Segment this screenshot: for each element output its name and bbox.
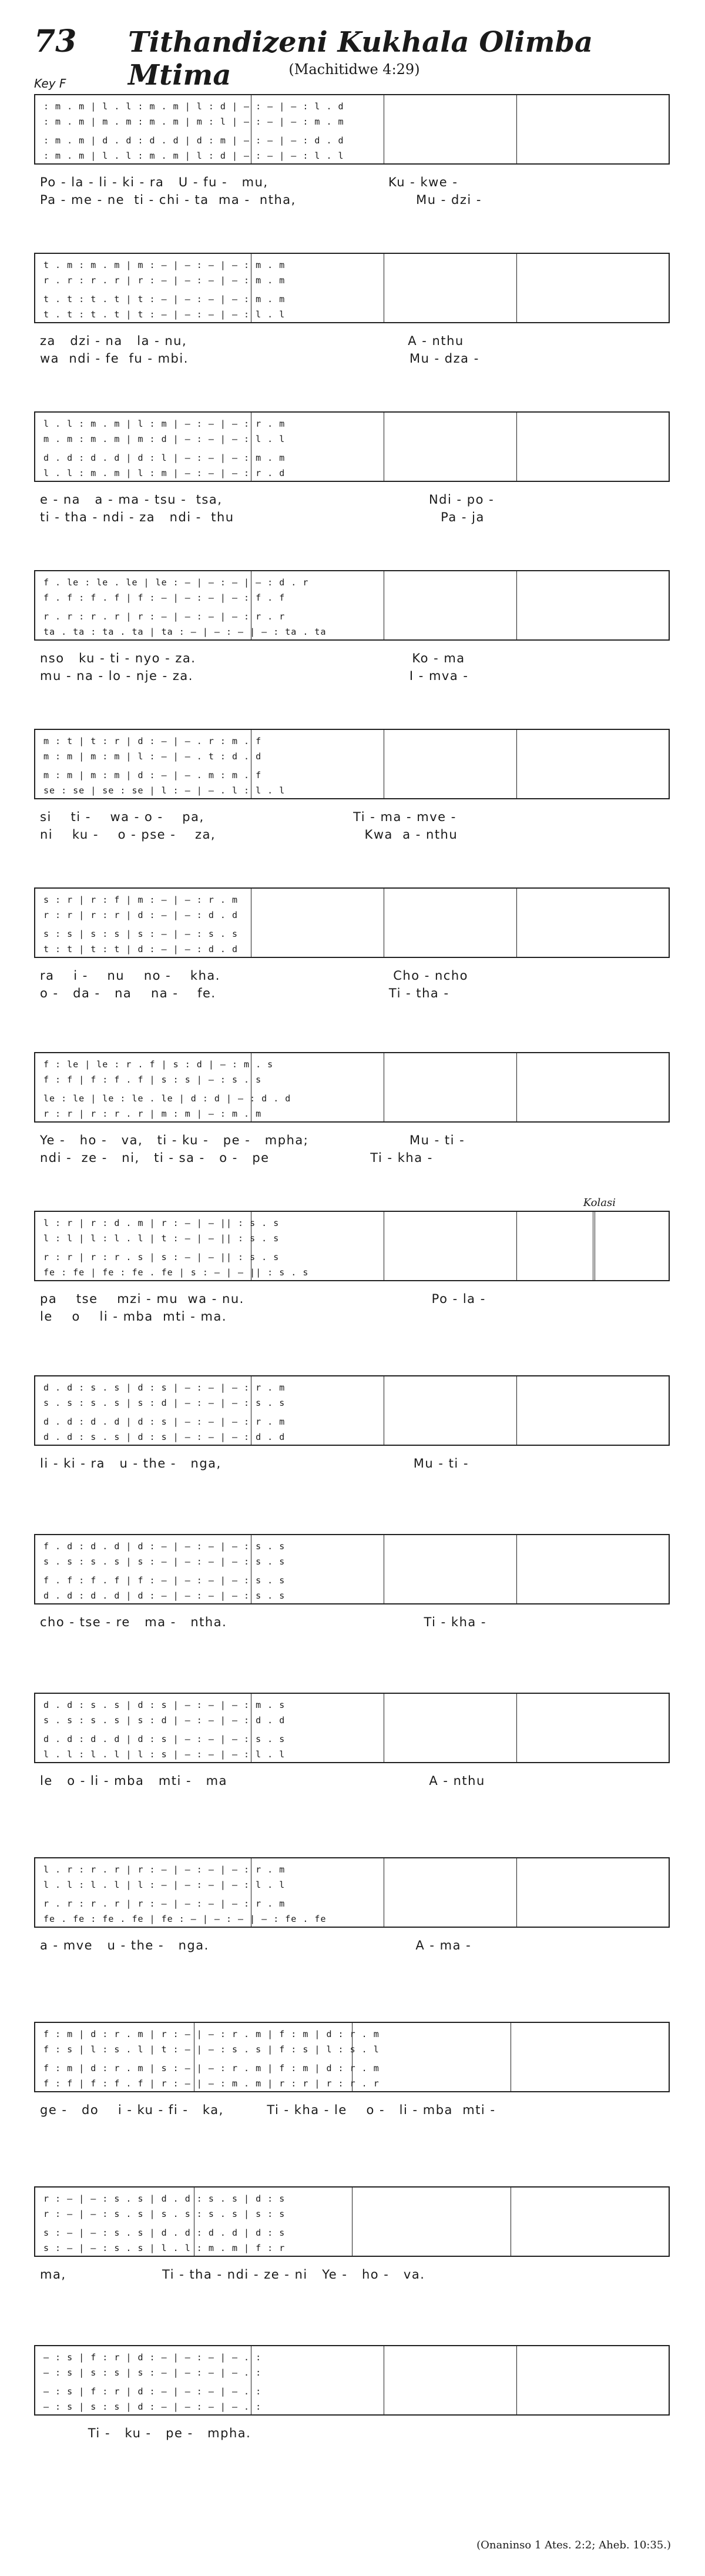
voice-part: s : s | s : s | s : — | — : s . s: [43, 929, 239, 939]
voice-part: s . s : s . s | s : d | — : — | — : d . d: [43, 1715, 286, 1726]
lyric-line: Po - la - li - ki - ra U - fu - mu, Ku - kwe -: [40, 175, 458, 189]
lyric-line: cho - tse - re ma - ntha. Ti - kha -: [40, 1615, 486, 1629]
voice-part: le : le | le : le . le | d : d | — : d . d: [43, 1093, 291, 1104]
music-staff: [34, 1534, 670, 1604]
voice-part: t : t | t : t | d : — | — : d . d: [43, 944, 239, 954]
music-staff: [34, 887, 670, 958]
lyric-line: li - ki - ra u - the - nga, Mu - ti -: [40, 1456, 469, 1470]
music-staff: [34, 253, 670, 323]
voice-part: m : m | m : m | l : — | — . t : d . d: [43, 751, 262, 762]
lyric-line: si ti - wa - o - pa, Ti - ma - mve -: [40, 810, 456, 824]
scripture-reference: (Machitidwe 4:29): [288, 61, 420, 78]
hymn-title: Tithandizeni Kukhala Olimba Mtima: [128, 26, 593, 92]
voice-part: f : f | f : f . f | s : s | — : s . s: [43, 1074, 262, 1085]
voice-part: : m . m | l . l : m . m | l : d | — : — | — : l . d: [43, 101, 344, 112]
voice-part: f : f | f : f . f | r : — | — : m . m | r : r | r : r . r: [43, 2078, 380, 2089]
lyric-line: pa tse mzi - mu wa - nu. Po - la -: [40, 1292, 486, 1306]
voice-part: d . d : s . s | d : s | — : — | — : r . m: [43, 1382, 286, 1393]
voice-part: f . d : d . d | d : — | — : — | — : s . s: [43, 1541, 286, 1552]
key-signature: Key F: [34, 76, 66, 91]
voice-part: f : m | d : r . m | r : — | — : r . m | f : m | d : r . m: [43, 2029, 380, 2039]
lyric-line: mu - na - lo - nje - za. I - mva -: [40, 669, 469, 683]
music-staff: [34, 2022, 670, 2092]
lyric-line: ni ku - o - pse - za, Kwa a - nthu: [40, 828, 458, 842]
voice-part: s . s : s . s | s : d | — : — | — : s . s: [43, 1398, 286, 1408]
lyric-line: e - na a - ma - tsu - tsa, Ndi - po -: [40, 493, 495, 507]
music-staff: [34, 2345, 670, 2416]
voice-part: fe . fe : fe . fe | fe : — | — : — | — : fe . fe: [43, 1914, 327, 1924]
voice-part: : m . m | l . l : m . m | l : d | — : — | — : l . l: [43, 150, 344, 161]
lyric-line: Pa - me - ne ti - chi - ta ma - ntha, Mu - dzi -: [40, 193, 482, 207]
lyric-line: a - mve u - the - nga. A - ma -: [40, 1938, 472, 1952]
lyric-line: ti - tha - ndi - za ndi - thu Pa - ja: [40, 510, 485, 524]
lyric-line: o - da - na na - fe. Ti - tha -: [40, 986, 449, 1000]
music-system: [34, 411, 670, 524]
music-system: [34, 1197, 670, 1324]
voice-part: f . le : le . le | le : — | — : — | — : d . r: [43, 577, 309, 588]
lyric-line: wa ndi - fe fu - mbi. Mu - dza -: [40, 351, 479, 366]
voice-part: r : r | r : r . r | m : m | — : m . m: [43, 1108, 262, 1119]
voice-part: m : t | t : r | d : — | — . r : m . f: [43, 736, 262, 746]
voice-part: l . l : l . l | l : s | — : — | — : l . l: [43, 1749, 286, 1760]
music-system: [34, 2022, 670, 2117]
music-staff: [34, 94, 670, 165]
voice-part: — : s | f : r | d : — | — : — | — . :: [43, 2352, 262, 2363]
music-staff: [34, 2186, 670, 2257]
music-staff: [34, 729, 670, 799]
hymn-number: 73: [34, 24, 77, 59]
lyric-line: ge - do i - ku - fi - ka, Ti - kha - le o - li - mba mti -: [40, 2103, 496, 2117]
voice-part: m : m | m : m | d : — | — . m : m . f: [43, 770, 262, 780]
voice-part: — : s | f : r | d : — | — : — | — . :: [43, 2386, 262, 2397]
voice-part: t . t : t . t | t : — | — : — | — : l . l: [43, 309, 286, 320]
voice-part: r : — | — : s . s | d . d : s . s | d : s: [43, 2193, 286, 2204]
voice-part: l : l | l : l . l | t : — | — || : s . s: [43, 1233, 280, 1244]
lyric-line: ma, Ti - tha - ndi - ze - ni Ye - ho - va.: [40, 2267, 425, 2282]
lyric-line: le o li - mba mti - ma.: [40, 1309, 414, 1324]
voice-part: t . m : m . m | m : — | — : — | — : m . m: [43, 260, 286, 270]
voice-part: f . f : f . f | f : — | — : — | — : s . s: [43, 1575, 286, 1586]
voice-part: r . r : r . r | r : — | — : — | — : m . m: [43, 275, 286, 286]
music-system: [34, 570, 670, 683]
lyric-line: Ye - ho - va, ti - ku - pe - mpha; Mu - ti -: [40, 1133, 465, 1147]
voice-part: r . r : r . r | r : — | — : — | — : r . m: [43, 1898, 286, 1909]
voice-part: — : s | s : s | s : — | — : — | — . :: [43, 2367, 262, 2378]
music-system: [34, 887, 670, 1000]
voice-part: l . l : m . m | l : m | — : — | — : r . d: [43, 468, 286, 478]
voice-part: f : le | le : r . f | s : d | — : m . s: [43, 1059, 274, 1070]
music-system: [34, 729, 670, 842]
voice-part: t . t : t . t | t : — | — : — | — : m . m: [43, 294, 286, 304]
music-staff: [34, 1693, 670, 1763]
music-staff: [34, 1197, 670, 1281]
voice-part: d . d : d . d | d : — | — : — | — : s . s: [43, 1590, 286, 1601]
voice-part: d . d : s . s | d : s | — : — | — : m . s: [43, 1700, 286, 1710]
chorus-label: Kolasi: [583, 1197, 616, 1209]
music-system: [34, 2186, 670, 2282]
voice-part: f . f : f . f | f : — | — : — | — : f . f: [43, 592, 286, 603]
voice-part: f : s | l : s . l | t : — | — : s . s | f : s | l : s . l: [43, 2044, 380, 2055]
music-staff: [34, 570, 670, 641]
music-system: [34, 1375, 670, 1470]
voice-part: — : s | s : s | d : — | — : — | — . :: [43, 2401, 262, 2412]
voice-part: r : — | — : s . s | s . s : s . s | s : s: [43, 2209, 286, 2219]
music-system: [34, 1052, 670, 1165]
voice-part: d . d : d . d | d : l | — : — | — : m . m: [43, 453, 286, 463]
voice-part: l : r | r : d . m | r : — | — || : s . s: [43, 1218, 280, 1228]
voice-part: d . d : s . s | d : s | — : — | — : d . d: [43, 1432, 286, 1442]
voice-part: s : — | — : s . s | l . l : m . m | f : r: [43, 2243, 286, 2253]
music-staff: [34, 1857, 670, 1928]
music-staff: [34, 1375, 670, 1446]
music-system: [34, 253, 670, 366]
voice-part: fe : fe | fe : fe . fe | s : — | — || : s . s: [43, 1267, 309, 1278]
lyric-line: za dzi - na la - nu, A - nthu: [40, 334, 464, 348]
voice-part: : m . m | d . d : d . d | d : m | — : — | — : d . d: [43, 135, 344, 146]
lyric-line: Ti - ku - pe - mpha.: [40, 2426, 251, 2440]
music-system: [34, 1693, 670, 1788]
voice-part: l . l : m . m | l : m | — : — | — : r . m: [43, 418, 286, 429]
voice-part: se : se | se : se | l : — | — . l : l . l: [43, 785, 286, 796]
lyric-line: nso ku - ti - nyo - za. Ko - ma: [40, 651, 465, 665]
voice-part: d . d : d . d | d : s | — : — | — : s . s: [43, 1734, 286, 1744]
music-staff: [34, 1052, 670, 1123]
voice-part: l . l : l . l | l : — | — : — | — : l . l: [43, 1880, 286, 1890]
voice-part: r . r : r . r | r : — | — : — | — : r . r: [43, 611, 286, 622]
music-system: [34, 1857, 670, 1952]
lyric-line: le o - li - mba mti - ma A - nthu: [40, 1774, 485, 1788]
lyric-line: ndi - ze - ni, ti - sa - o - pe Ti - kha -: [40, 1151, 433, 1165]
hymn-header: [34, 24, 674, 92]
music-system: [34, 1534, 670, 1629]
voice-part: f : m | d : r . m | s : — | — : r . m | f : m | d : r . m: [43, 2063, 380, 2073]
voice-part: r : r | r : r | d : — | — : d . d: [43, 910, 239, 920]
voice-part: s : r | r : f | m : — | — : r . m: [43, 895, 239, 905]
voice-part: m . m : m . m | m : d | — : — | — : l . l: [43, 434, 286, 444]
music-system: [34, 2345, 670, 2440]
voice-part: s . s : s . s | s : — | — : — | — : s . s: [43, 1556, 286, 1567]
lyric-line: ra i - nu no - kha. Cho - ncho: [40, 969, 469, 983]
voice-part: d . d : d . d | d : s | — : — | — : r . m: [43, 1416, 286, 1427]
voice-part: l . r : r . r | r : — | — : — | — : r . m: [43, 1864, 286, 1875]
voice-part: ta . ta : ta . ta | ta : — | — : — | — : ta . ta: [43, 627, 327, 637]
voice-part: r : r | r : r . s | s : — | — || : s . s: [43, 1252, 280, 1262]
voice-part: : m . m | m . m : m . m | m : l | — : — | — : m . m: [43, 116, 344, 127]
voice-part: s : — | — : s . s | d . d : d . d | d : s: [43, 2227, 286, 2238]
music-system: [34, 94, 670, 207]
music-staff: [34, 411, 670, 482]
footnote: (Onaninso 1 Ates. 2:2; Aheb. 10:35.): [476, 2539, 671, 2551]
